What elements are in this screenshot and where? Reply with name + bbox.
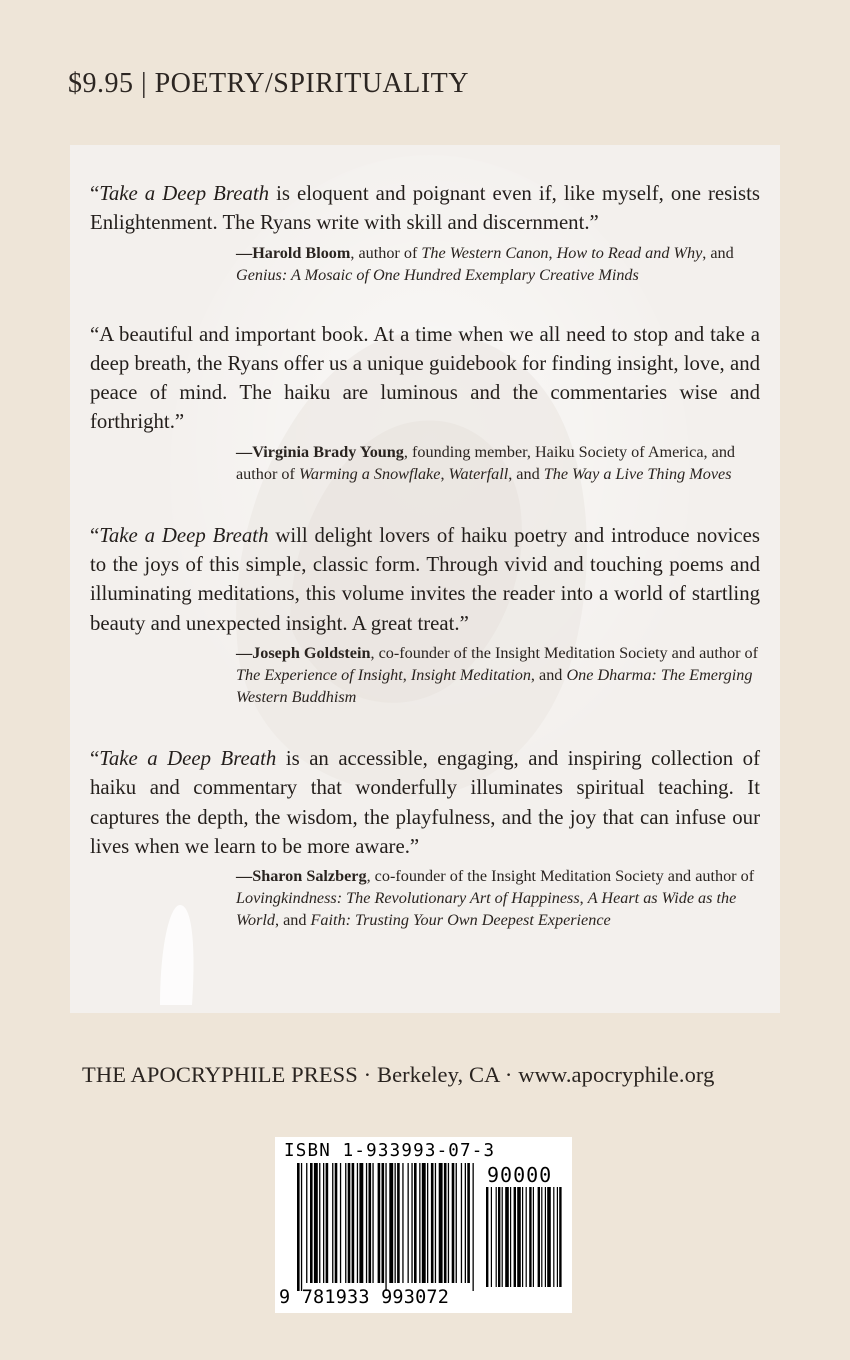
barcode-bar xyxy=(431,1163,434,1283)
barcode-bar xyxy=(435,1163,436,1283)
barcode-bar xyxy=(357,1163,358,1283)
barcode-bar xyxy=(369,1163,372,1283)
barcode-bar xyxy=(541,1187,542,1287)
barcode-bar xyxy=(526,1187,527,1287)
barcode-bar xyxy=(461,1163,462,1283)
barcode-bar xyxy=(452,1163,455,1283)
barcode-bar xyxy=(473,1163,474,1291)
barcode-bar xyxy=(348,1163,351,1283)
barcode-bar xyxy=(397,1163,400,1283)
quote-text: “Take a Deep Breath will delight lovers of haiku poetry and introduce novices to the joys of this simple, classic form. Through vivid and touching poems and illuminating meditations, this volume invites the reader into a world of startling beauty and unexpected insight. A great treat.” xyxy=(90,523,760,635)
quote-text: “A beautiful and important book. At a time when we all need to stop and take a deep breath, the Ryans offer us a unique guidebook for finding insight, love, and peace of mind. The haiku are luminous and the commentaries wise and forthright.” xyxy=(90,322,760,434)
barcode-bar xyxy=(422,1163,426,1283)
barcode-bar xyxy=(372,1163,373,1283)
barcode-bar xyxy=(498,1187,500,1287)
publisher-name: THE APOCRYPHILE PRESS xyxy=(82,1062,358,1087)
barcode-bar xyxy=(326,1163,329,1283)
price: $9.95 xyxy=(68,68,134,99)
barcode-bar xyxy=(378,1163,381,1283)
isbn-label: ISBN 1-933993-07-3 xyxy=(284,1141,496,1161)
barcode-bar xyxy=(514,1187,516,1287)
barcode-bar xyxy=(340,1163,341,1283)
barcode-bar xyxy=(538,1187,540,1287)
barcode-bar xyxy=(402,1163,403,1283)
ean-digits: 9 781933 993072 xyxy=(279,1287,450,1308)
isbn-barcode xyxy=(275,1137,572,1313)
barcode-bar xyxy=(310,1163,313,1283)
author-name: —Virginia Brady Young xyxy=(236,442,404,461)
barcode-bar xyxy=(352,1163,355,1283)
author-name: —Joseph Goldstein xyxy=(236,643,371,662)
barcode-bar xyxy=(533,1187,534,1287)
blurb-salzberg xyxy=(90,744,760,931)
quote-attribution: —Joseph Goldstein, co-founder of the Insight Meditation Society and author of The Experience of Insight, Insight Meditation, and One Dharma: The Emerging Western Buddhism xyxy=(236,643,758,706)
price-code: 90000 xyxy=(487,1163,553,1187)
barcode-bar xyxy=(335,1163,338,1283)
quote-attribution: —Virginia Brady Young, founding member, Haiku Society of America, and author of Warming a Snowflake, Waterfall, and The Way a Live Thing Moves xyxy=(236,442,736,483)
barcode-bar xyxy=(301,1163,302,1291)
barcode-bar xyxy=(448,1163,449,1283)
quote-attribution: —Harold Bloom, author of The Western Canon, How to Read and Why, and Genius: A Mosaic of One Hundred Exemplary Creative Minds xyxy=(236,243,734,284)
barcode-bar xyxy=(467,1163,470,1283)
quote-text: “Take a Deep Breath is eloquent and poignant even if, like myself, one resists Enlightenment. The Ryans write with skill and discernment.” xyxy=(90,182,760,235)
blurb-panel xyxy=(70,145,780,1013)
blurb-bloom xyxy=(90,179,760,286)
barcode-bar xyxy=(385,1163,386,1291)
barcode-bar xyxy=(382,1163,385,1283)
barcode-bar xyxy=(366,1163,367,1283)
barcode-bar xyxy=(557,1187,558,1287)
barcode-bar xyxy=(502,1187,503,1287)
barcode-bar xyxy=(545,1187,546,1287)
barcode-bar xyxy=(510,1187,511,1287)
bullet-separator: · xyxy=(357,1062,377,1087)
category: POETRY/SPIRITUALITY xyxy=(154,68,470,99)
quote-attribution: —Sharon Salzberg, co-founder of the Insight Meditation Society and author of Lovingkindness: The Revolutionary Art of Happiness, A Heart as Wide as the World, and Faith: Trusting Your Own Deepest Experience xyxy=(236,867,755,930)
barcode-bar xyxy=(395,1163,396,1283)
bullet-separator: · xyxy=(499,1062,519,1087)
barcode-bar xyxy=(486,1187,488,1287)
quotes-list xyxy=(90,179,760,965)
barcode-bar xyxy=(314,1163,318,1283)
barcode-bar xyxy=(408,1163,409,1283)
barcode-bar xyxy=(319,1163,320,1283)
barcode-bar xyxy=(559,1187,561,1287)
barcode-bar xyxy=(465,1163,466,1283)
barcode-bar xyxy=(297,1163,300,1291)
author-name: —Harold Bloom xyxy=(236,243,351,262)
barcode-bar xyxy=(332,1163,333,1283)
publisher-website: www.apocryphile.org xyxy=(518,1062,715,1087)
cover-price-category xyxy=(68,68,469,100)
author-name: —Sharon Salzberg xyxy=(236,867,367,886)
barcode-bar xyxy=(522,1187,523,1287)
publisher-line xyxy=(82,1062,772,1088)
blurb-goldstein xyxy=(90,521,760,708)
barcode-bar xyxy=(547,1187,551,1287)
barcode-bar xyxy=(411,1163,412,1283)
barcode-bar xyxy=(505,1187,509,1287)
barcode-bar xyxy=(491,1187,492,1287)
barcode-bar xyxy=(389,1163,393,1283)
barcode-bar xyxy=(414,1163,417,1283)
barcode-bar xyxy=(529,1187,531,1287)
blurb-young xyxy=(90,320,760,485)
quote-text: “Take a Deep Breath is an accessible, engaging, and inspiring collection of haiku and commentary that wonderfully illuminates spiritual teaching. It captures the depth, the wisdom, the playfulness, and the joy that can infuse our lives when we learn to be more aware.” xyxy=(90,746,760,858)
barcode-bar xyxy=(496,1187,497,1287)
barcode-bar xyxy=(427,1163,428,1283)
separator: | xyxy=(141,68,148,99)
barcode-bar xyxy=(444,1163,447,1283)
barcode-bar xyxy=(306,1163,307,1283)
barcode-bar xyxy=(359,1163,363,1283)
barcode-bar xyxy=(553,1187,554,1287)
barcode-bar xyxy=(517,1187,521,1287)
barcode-bar xyxy=(345,1163,346,1283)
barcode-bar xyxy=(419,1163,420,1283)
barcode-bar xyxy=(323,1163,324,1283)
publisher-city: Berkeley, CA xyxy=(376,1062,500,1087)
barcode-bar xyxy=(439,1163,443,1283)
barcode-bar xyxy=(456,1163,457,1283)
